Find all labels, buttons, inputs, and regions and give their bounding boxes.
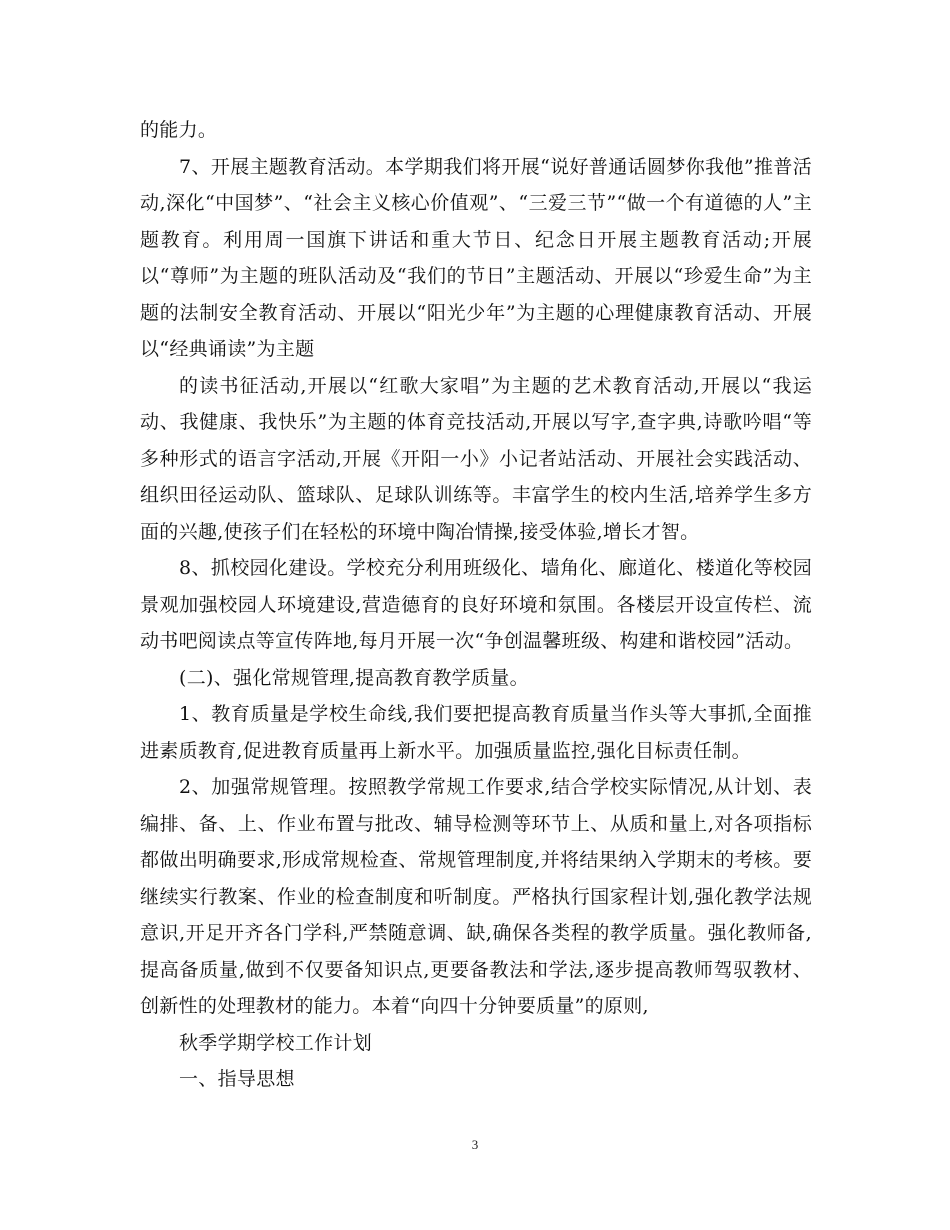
page-number: 3 bbox=[471, 1137, 479, 1152]
paragraph-activities: 的读书征活动,开展以“红歌大家唱”为主题的艺术教育活动,开展以“我运动、我健康、我快乐”为主题的体育竞技活动,开展以写字,查字典,诗歌吟唱“等多种形式的语言字活动,开展《开阳一小》小记者站活动、开展社会实践活动、组织田径运动队、篮球队、足球队训练等。丰富学生的校内生活,培养学生多方面的兴趣,使孩子们在轻松的环境中陶冶情操,接受体验,增长才智。 bbox=[140, 374, 812, 543]
paragraph-education-quality: 1、教育质量是学校生命线,我们要把提高教育质量当作头等大事抓,全面推进素质教育,促进教育质量再上新水平。加强质量监控,强化目标责任制。 bbox=[140, 703, 812, 762]
paragraph-theme-education: 7、开展主题教育活动。本学期我们将开展“说好普通话圆梦你我他”推普活动,深化“中国梦”、“社会主义核心价值观”、“三爱三节”“做一个有道德的人”主题教育。利用周一国旗下讲话和重大节日、纪念日开展主题教育活动;开展以“尊师”为主题的班队活动及“我们的节日”主题活动、开展以“珍爱生命”为主题的法制安全教育活动、开展以“阳光少年”为主题的心理健康教育活动、开展以“经典诵读”为主题 bbox=[140, 155, 812, 360]
paragraph-campus-culture: 8、抓校园化建设。学校充分利用班级化、墙角化、廊道化、楼道化等校园景观加强校园人环境建设,营造德育的良好环境和氛围。各楼层开设宣传栏、流动书吧阅读点等宣传阵地,每月开展一次“争创温馨班级、构建和谐校园”活动。 bbox=[140, 557, 812, 652]
paragraph-routine-management: 2、加强常规管理。按照教学常规工作要求,结合学校实际情况,从计划、表编排、备、上、作业布置与批改、辅导检测等环节上、从质和量上,对各项指标都做出明确要求,形成常规检查、常规管理制度,并将结果纳入学期末的考核。要继续实行教案、作业的检查制度和听制度。严格执行国家程计划,强化教学法规意识,开足开齐各门学科,严禁随意调、缺,确保各类程的教学质量。强化教师备,提高备质量,做到不仅要备知识点,更要备教法和学法,逐步提高教师驾驭教材、创新性的处理教材的能力。本着“向四十分钟要质量”的原则, bbox=[140, 776, 812, 1017]
section-heading-routine-management: (二)、强化常规管理,提高教育教学质量。 bbox=[179, 666, 529, 689]
paragraph-continuation: 的能力。 bbox=[140, 119, 218, 141]
section-heading-guiding-ideology: 一、指导思想 bbox=[179, 1068, 295, 1090]
plan-title: 秋季学期学校工作计划 bbox=[179, 1031, 373, 1054]
document-body bbox=[140, 112, 812, 1098]
